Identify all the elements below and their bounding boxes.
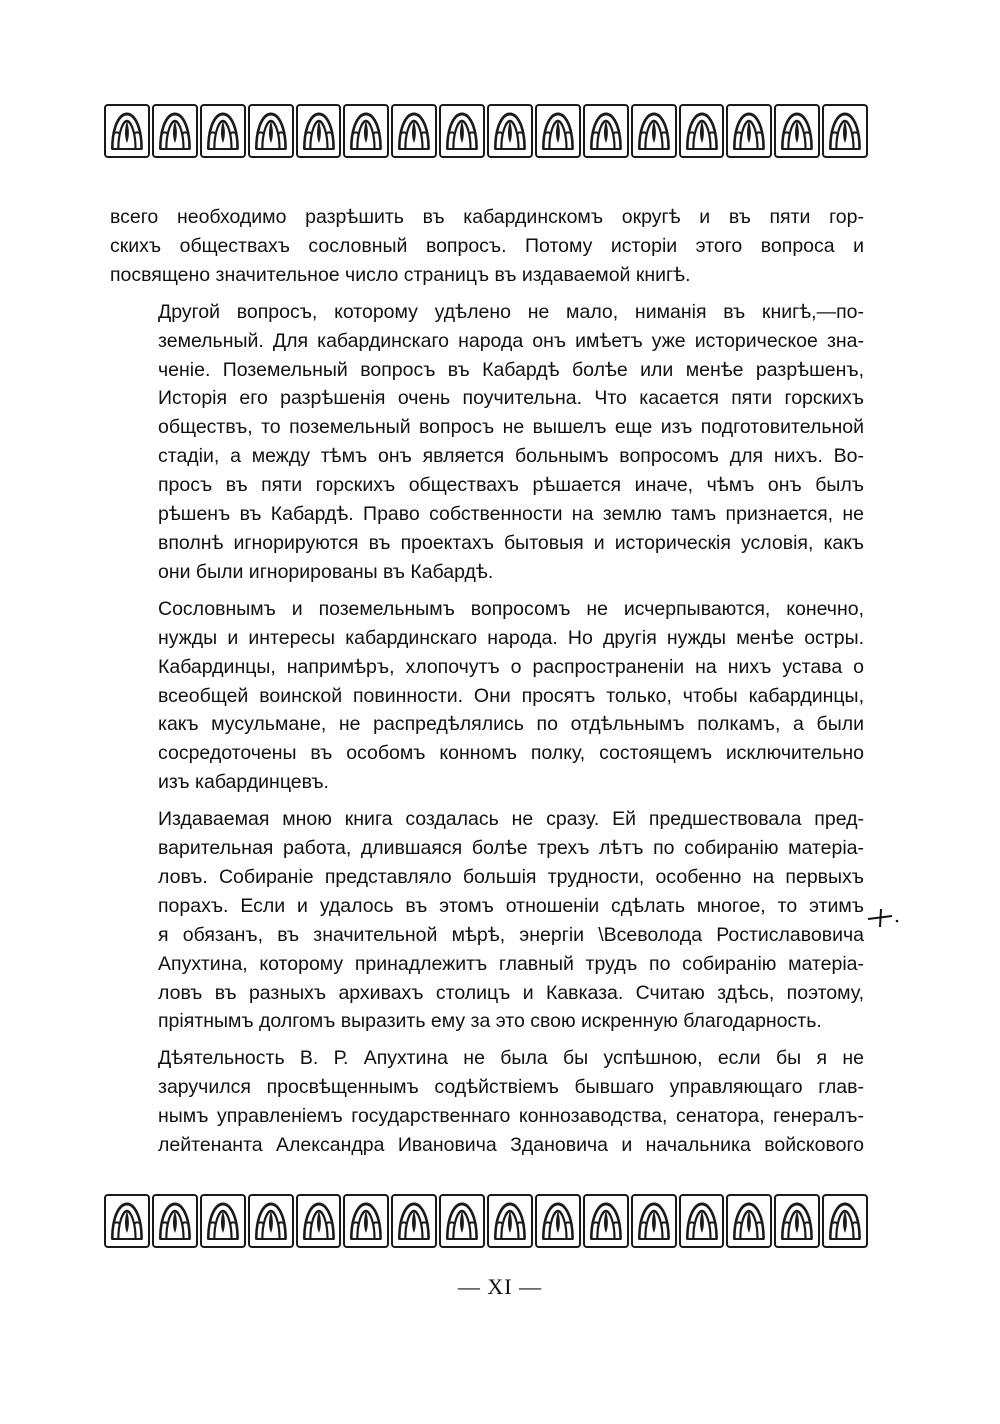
ornament-tile-icon [487, 1194, 533, 1248]
ornament-tile-icon [439, 104, 485, 158]
ornament-tile-icon [726, 1194, 772, 1248]
text-line: Апухтина, которому принадлежитъ главный трудъ по собиранію матеріа- [158, 952, 864, 975]
text-line: рѣшенъ въ Кабардѣ. Право собственности на землю тамъ признается, не [158, 503, 864, 526]
ornament-tile-icon [296, 104, 342, 158]
text-line: порахъ. Если и удалось въ этомъ отношеніи сдѣлать многое, то этимъ [158, 894, 864, 917]
text-line: скихъ обществахъ сословный вопросъ. Потому исторіи этого вопроса и [110, 234, 864, 257]
ornament-tile-icon [535, 1194, 581, 1248]
ornament-tile-icon [343, 1194, 389, 1248]
ornament-tile-icon [152, 1194, 198, 1248]
ornament-tile-icon [774, 104, 820, 158]
paragraph [110, 203, 864, 290]
text-line: Дѣятельность В. Р. Апухтина не была бы успѣшною, если бы я не [158, 1047, 864, 1070]
text-line: лейтенанта Александра Ивановича Здановича и начальника войскового [158, 1134, 864, 1157]
text-line: Издаваемая мною книга создалась не сразу. Ей предшествовала пред- [158, 808, 864, 831]
text-line: посвящено значительное число страницъ въ издаваемой книгѣ. [110, 263, 691, 286]
ornament-tile-icon [822, 104, 868, 158]
text-line: сосредоточены въ особомъ конномъ полку, состоящемъ исключительно [158, 742, 864, 765]
ornament-tile-icon [583, 104, 629, 158]
ornament-tile-icon [583, 1194, 629, 1248]
ornament-tile-icon [679, 104, 725, 158]
text-line: стадіи, а между тѣмъ онъ является больнымъ вопросомъ для нихъ. Во- [158, 445, 864, 468]
ornament-tile-icon [439, 1194, 485, 1248]
text-line: нужды и интересы кабардинскаго народа. Но другія нужды менѣе остры. [158, 626, 864, 649]
ornament-tile-icon [631, 104, 677, 158]
ornament-tile-icon [487, 104, 533, 158]
text-line: вполнѣ игнорируются въ проектахъ бытовыя и историческія условія, какъ [158, 531, 864, 554]
ornament-tile-icon [200, 104, 246, 158]
ornament-tile-icon [774, 1194, 820, 1248]
text-line: пріятнымъ долгомъ выразить ему за это свою искренную благодарность. [158, 1010, 822, 1033]
ornament-tile-icon [679, 1194, 725, 1248]
text-line: заручился просвѣщеннымъ содѣйствіемъ бывшаго управляющаго глав- [158, 1076, 864, 1099]
page-number: — XI — [457, 1274, 543, 1299]
text-line: Исторія его разрѣшенія очень поучительна. Что касается пяти горскихъ [158, 387, 864, 410]
ornament-tile-icon [248, 1194, 294, 1248]
ornament-tile-icon [535, 104, 581, 158]
ornament-tile-icon [200, 1194, 246, 1248]
ornamental-border-top [104, 104, 868, 158]
text-line: земельный. Для кабардинскаго народа онъ имѣетъ уже историческое зна- [158, 329, 864, 352]
text-line: ченіе. Поземельный вопросъ въ Кабардѣ болѣе или менѣе разрѣшенъ, [158, 358, 864, 381]
ornament-tile-icon [631, 1194, 677, 1248]
text-line: ловъ въ разныхъ архивахъ столицъ и Кавказа. Считаю здѣсь, поэтому, [158, 981, 864, 1004]
ornament-tile-icon [248, 104, 294, 158]
ornament-tile-icon [296, 1194, 342, 1248]
text-line: какъ мусульмане, не распредѣлялись по отдѣльнымъ полкамъ, а были [158, 713, 864, 736]
text-line: Кабардинцы, напримѣръ, хлопочутъ о распространеніи на нихъ устава о [158, 655, 864, 678]
ornament-tile-icon [726, 104, 772, 158]
text-line: они были игнорированы въ Кабардѣ. [158, 560, 494, 583]
ornamental-border-bottom [104, 1194, 868, 1248]
page-text [110, 203, 864, 1160]
plus-mark-icon [866, 908, 900, 933]
ornament-tile-icon [104, 1194, 150, 1248]
text-line: нымъ управленіемъ государственнаго коннозаводства, сенатора, генералъ- [158, 1105, 864, 1128]
ornament-tile-icon [104, 104, 150, 158]
ornament-tile-icon [391, 1194, 437, 1248]
ornament-tile-icon [391, 104, 437, 158]
text-line: всего необходимо разрѣшить въ кабардинскомъ округѣ и въ пяти гор- [110, 206, 864, 228]
text-line: Сословнымъ и поземельнымъ вопросомъ не исчерпываются, конечно, [158, 597, 864, 620]
paragraph [110, 805, 864, 1036]
text-line: варительная работа, длившаяся болѣе трехъ лѣтъ по собиранію матеріа- [158, 837, 864, 860]
paragraph [110, 1044, 864, 1160]
text-line: просъ въ пяти горскихъ обществахъ рѣшается иначе, чѣмъ онъ былъ [158, 474, 864, 497]
paragraph [110, 595, 864, 797]
text-line: Другой вопросъ, которому удѣлено не мало, ниманія въ книгѣ,—по- [158, 300, 864, 323]
ornament-tile-icon [152, 104, 198, 158]
ornament-tile-icon [822, 1194, 868, 1248]
text-line: ловъ. Собираніе представляло большія трудности, особенно на первыхъ [158, 865, 864, 888]
paragraph [110, 298, 864, 587]
text-line: обществъ, то поземельный вопросъ не вышелъ еще изъ подготовительной [158, 416, 864, 439]
text-line: я обязанъ, въ значительной мѣрѣ, энергіи \Всеволода Ростиславовича [158, 923, 864, 946]
text-line: всеобщей воинской повинности. Они просятъ только, чтобы кабардинцы, [158, 684, 864, 707]
text-line: изъ кабардинцевъ. [158, 771, 329, 794]
ornament-tile-icon [343, 104, 389, 158]
